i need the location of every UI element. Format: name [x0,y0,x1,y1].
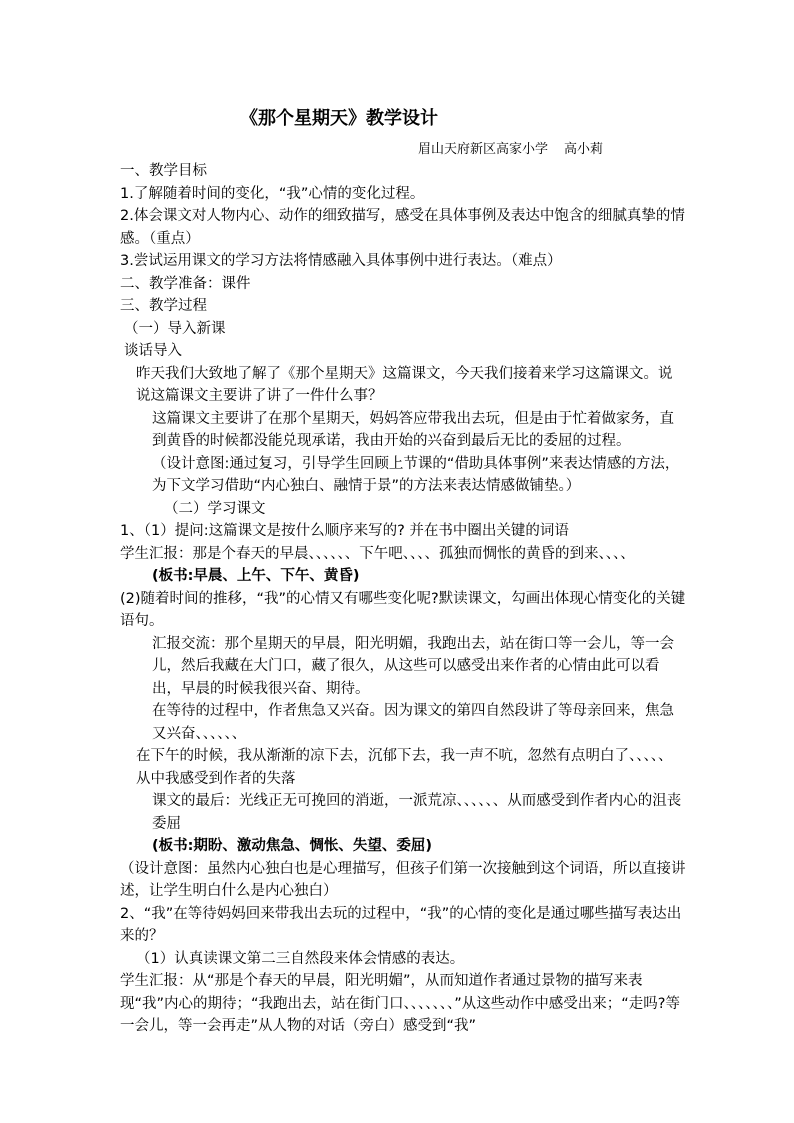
paragraph: （一）导入新课 [124,320,226,337]
paragraph: (2)随着时间的推移，“我”的心情又有哪些变化呢?默读课文，勾画出体现心情变化的关键语句。 [120,590,686,629]
paragraph: 1.了解随着时间的变化，“我”心情的变化过程。 [120,185,425,202]
author-name: 高小莉 [564,142,604,157]
paragraph: 1、（1）提问:这篇课文是按什么顺序来写的? 并在书中圈出关键的词语 [120,523,569,539]
paragraph: 这篇课文主要讲了在那个星期天，妈妈答应带我出去玩，但是由于忙着做家务，直到黄昏的时候都没能兑现承诺，我由开始的兴奋到最后无比的委屈的过程。 [152,410,674,449]
document-title: 《那个星期天》教学设计 [240,108,438,129]
paragraph: （设计意图：虽然内心独白也是心理描写，但孩子们第一次接触到这个词语，所以直接讲述，让学生明白什么是内心独白） [120,860,686,899]
document-body [120,160,686,1038]
paragraph: 在等待的过程中，作者焦急又兴奋。因为课文的第四自然段讲了等母亲回来，焦急又兴奋、、、、、、 [152,703,674,742]
paragraph: 二、教学准备：课件 [120,275,251,292]
paragraph: (板书:早晨、上午、下午、黄昏) [152,568,360,584]
paragraph: 学生汇报：从“那是个春天的早晨，阳光明媚”，从而知道作者通过景物的描写来表现“我”内心的期待；“我跑出去，站在街门口、、、、、、、”从这些动作中感受出来；“走吗?等一会儿，等一会再走”从人物的对话（旁白）感受到“我” [120,973,681,1034]
paragraph: 在下午的时候，我从渐渐的凉下去，沉郁下去，我一声不吭，忽然有点明白了、、、、、从中我感受到作者的失落 [136,748,673,787]
paragraph: 2.体会课文对人物内心、动作的细致描写，感受在具体事例及表达中饱含的细腻真挚的情感。（重点） [120,208,685,247]
paragraph: 课文的最后：光线正无可挽回的消逝，一派荒凉、、、、、、从而感受到作者内心的沮丧委屈 [152,793,682,832]
paragraph: 一、教学目标 [120,163,207,179]
paragraph: （二）学习课文 [164,500,266,517]
paragraph: 3.尝试运用课文的学习方法将情感融入具体事例中进行表达。（难点） [120,253,562,269]
paragraph: 2、“我”在等待妈妈回来带我出去玩的过程中，“我”的心情的变化是通过哪些描写表达出来的？ [120,905,682,944]
author-school: 眉山天府新区高家小学 [418,142,549,157]
paragraph: （1）认真读课文第二三自然段来体会情感的表达。 [136,950,465,967]
paragraph: 学生汇报：那是个春天的早晨、、、、、、下午吧、、、、孤独而惆怅的黄昏的到来、、、、 [120,545,635,562]
paragraph: 汇报交流：那个星期天的早晨，阳光明媚，我跑出去，站在街口等一会儿，等一会儿，然后我藏在大门口，藏了很久，从这些可以感受出来作者的心情由此可以看出，早晨的时候我很兴奋、期待。 [152,635,674,697]
author-line [418,138,603,157]
paragraph: 谈话导入 [124,343,182,359]
paragraph: 昨天我们大致地了解了《那个星期天》这篇课文，今天我们接着来学习这篇课文。说说这篇课文主要讲了讲了一件什么事？ [136,365,673,404]
paragraph: (板书:期盼、激动焦急、惆怅、失望、委屈) [152,838,433,854]
paragraph: 三、教学过程 [120,298,207,314]
paragraph: （设计意图:通过复习，引导学生回顾上节课的“借助具体事例”来表达情感的方法，为下文学习借助“内心独白、融情于景”的方法来表达情感做铺垫。） [152,455,680,494]
